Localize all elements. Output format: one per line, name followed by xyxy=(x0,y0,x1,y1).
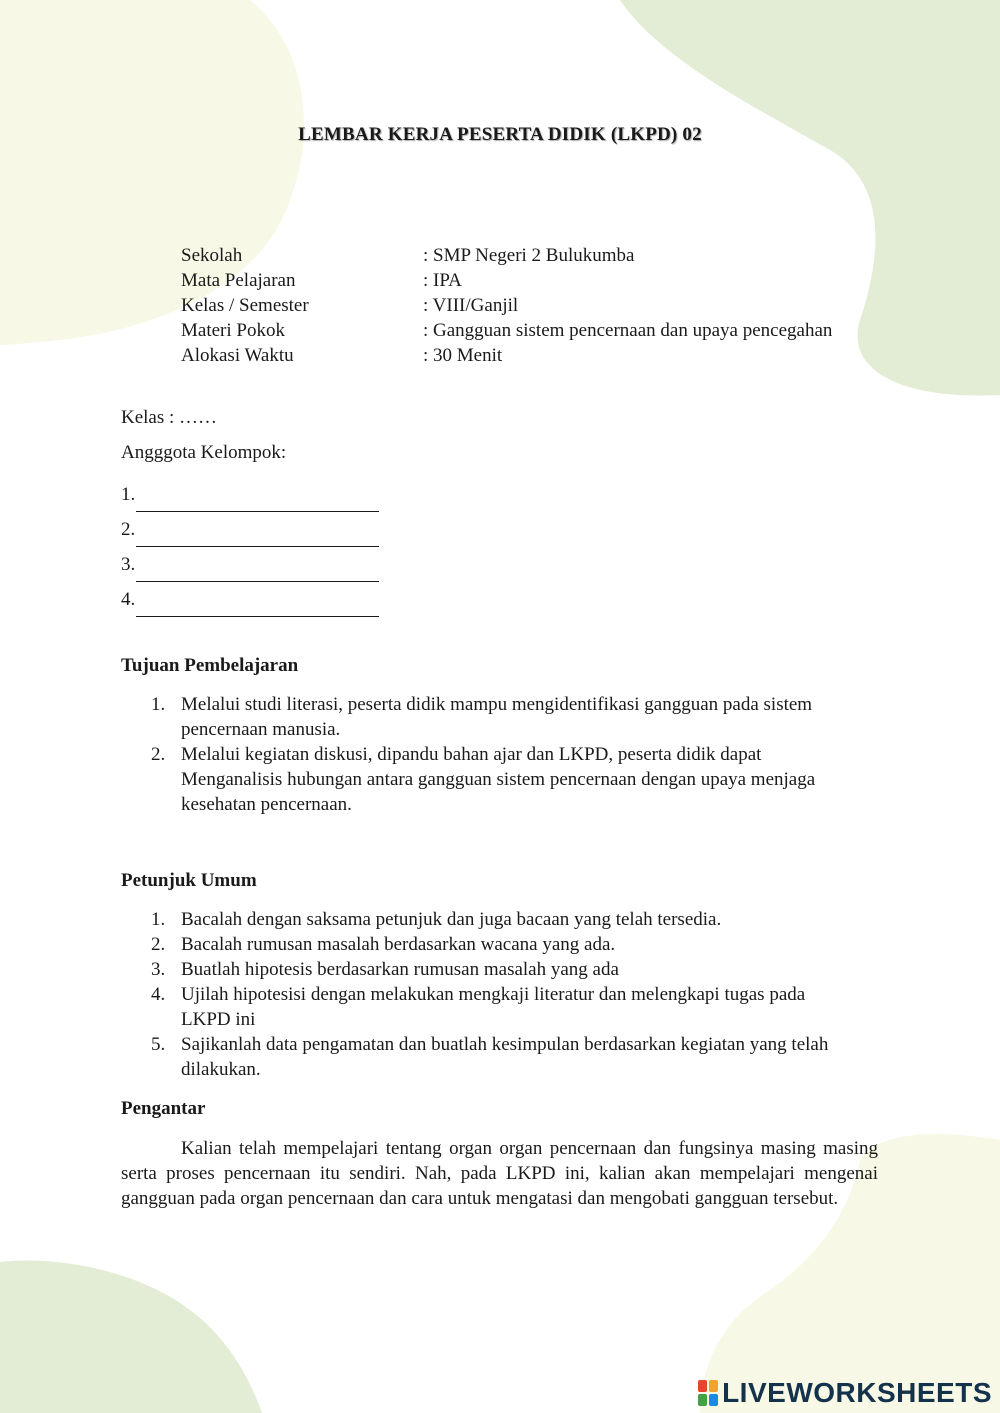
member-line xyxy=(121,512,379,547)
info-value: : SMP Negeri 2 Bulukumba xyxy=(423,245,635,266)
petunjuk-heading: Petunjuk Umum xyxy=(121,870,257,891)
member-number: 1. xyxy=(121,484,136,505)
petunjuk-list xyxy=(121,907,881,1082)
list-number: 4. xyxy=(151,984,166,1005)
info-label: Alokasi Waktu xyxy=(181,345,294,366)
list-text-line: Sajikanlah data pengamatan dan buatlah kesimpulan berdasarkan kegiatan yang telah xyxy=(181,1034,829,1055)
info-value: : VIII/Ganjil xyxy=(423,295,519,316)
member-line xyxy=(121,582,379,617)
anggota-kelompok-label: Angggota Kelompok: xyxy=(121,442,287,463)
list-text-line: Melalui kegiatan diskusi, dipandu bahan ajar dan LKPD, peserta didik dapat xyxy=(181,744,762,765)
member-blank-line[interactable] xyxy=(136,526,379,547)
info-value: : IPA xyxy=(423,270,462,291)
logo-text: LIVEWORKSHEETS xyxy=(722,1377,992,1408)
logo-mark-icon xyxy=(698,1380,718,1406)
pengantar-heading: Pengantar xyxy=(121,1098,206,1119)
list-item xyxy=(121,907,881,932)
logo-mark-cell xyxy=(709,1380,718,1392)
member-line xyxy=(121,547,379,582)
info-table xyxy=(181,243,901,368)
liveworksheets-logo[interactable] xyxy=(698,1377,992,1409)
list-item xyxy=(121,982,881,1032)
info-row-sekolah xyxy=(181,243,901,268)
tujuan-list xyxy=(121,692,881,817)
list-text-line: dilakukan. xyxy=(181,1059,261,1080)
info-label: Mata Pelajaran xyxy=(181,270,296,291)
kelas-field: Kelas : …… xyxy=(121,407,218,428)
member-line xyxy=(121,477,379,512)
list-text-line: Ujilah hipotesisi dengan melakukan mengkaji literatur dan melengkapi tugas pada xyxy=(181,984,806,1005)
list-number: 2. xyxy=(151,744,166,765)
member-number: 2. xyxy=(121,519,136,540)
list-text-line: Melalui studi literasi, peserta didik mampu mengidentifikasi gangguan pada sistem xyxy=(181,694,813,715)
info-row-mata-pelajaran xyxy=(181,268,901,293)
member-blank-line[interactable] xyxy=(136,491,379,512)
list-text-line: kesehatan pencernaan. xyxy=(181,794,352,815)
info-row-materi-pokok xyxy=(181,318,901,343)
list-text-line: Buatlah hipotesis berdasarkan rumusan masalah yang ada xyxy=(181,959,619,980)
list-number: 2. xyxy=(151,934,166,955)
list-text-line: Bacalah dengan saksama petunjuk dan juga bacaan yang telah tersedia. xyxy=(181,909,722,930)
list-item xyxy=(121,1032,881,1082)
list-text-line: pencernaan manusia. xyxy=(181,719,341,740)
member-number: 4. xyxy=(121,589,136,610)
list-item xyxy=(121,932,881,957)
info-value: : Gangguan sistem pencernaan dan upaya pencegahan xyxy=(423,320,833,341)
document-title: LEMBAR KERJA PESERTA DIDIK (LKPD) 02 xyxy=(298,124,702,145)
list-text-line: Menganalisis hubungan antara gangguan sistem pencernaan dengan upaya menjaga xyxy=(181,769,816,790)
list-item xyxy=(121,742,881,817)
list-text-line: Bacalah rumusan masalah berdasarkan wacana yang ada. xyxy=(181,934,616,955)
info-row-kelas-semester xyxy=(181,293,901,318)
info-value: : 30 Menit xyxy=(423,345,503,366)
logo-mark-cell xyxy=(709,1394,718,1406)
logo-mark-cell xyxy=(698,1394,707,1406)
list-number: 5. xyxy=(151,1034,166,1055)
list-item xyxy=(121,957,881,982)
list-text-line: LKPD ini xyxy=(181,1009,256,1030)
member-blank-line[interactable] xyxy=(136,596,379,617)
list-number: 3. xyxy=(151,959,166,980)
logo-mark-cell xyxy=(698,1380,707,1392)
pengantar-paragraph: Kalian telah mempelajari tentang organ organ pencernaan dan fungsinya masing masing serta proses pencernaan itu sendiri. Nah, pada LKPD ini, kalian akan mempelajari mengenai gangguan pada organ pencernaan dan cara untuk mengatasi dan mengobati gangguan tersebut. xyxy=(121,1138,878,1209)
member-list xyxy=(121,477,379,617)
info-label: Materi Pokok xyxy=(181,320,285,341)
list-number: 1. xyxy=(151,909,166,930)
list-number: 1. xyxy=(151,694,166,715)
info-row-alokasi-waktu xyxy=(181,343,901,368)
list-item xyxy=(121,692,881,742)
info-label: Sekolah xyxy=(181,245,243,266)
member-number: 3. xyxy=(121,554,136,575)
member-blank-line[interactable] xyxy=(136,561,379,582)
tujuan-heading: Tujuan Pembelajaran xyxy=(121,655,299,676)
info-label: Kelas / Semester xyxy=(181,295,309,316)
